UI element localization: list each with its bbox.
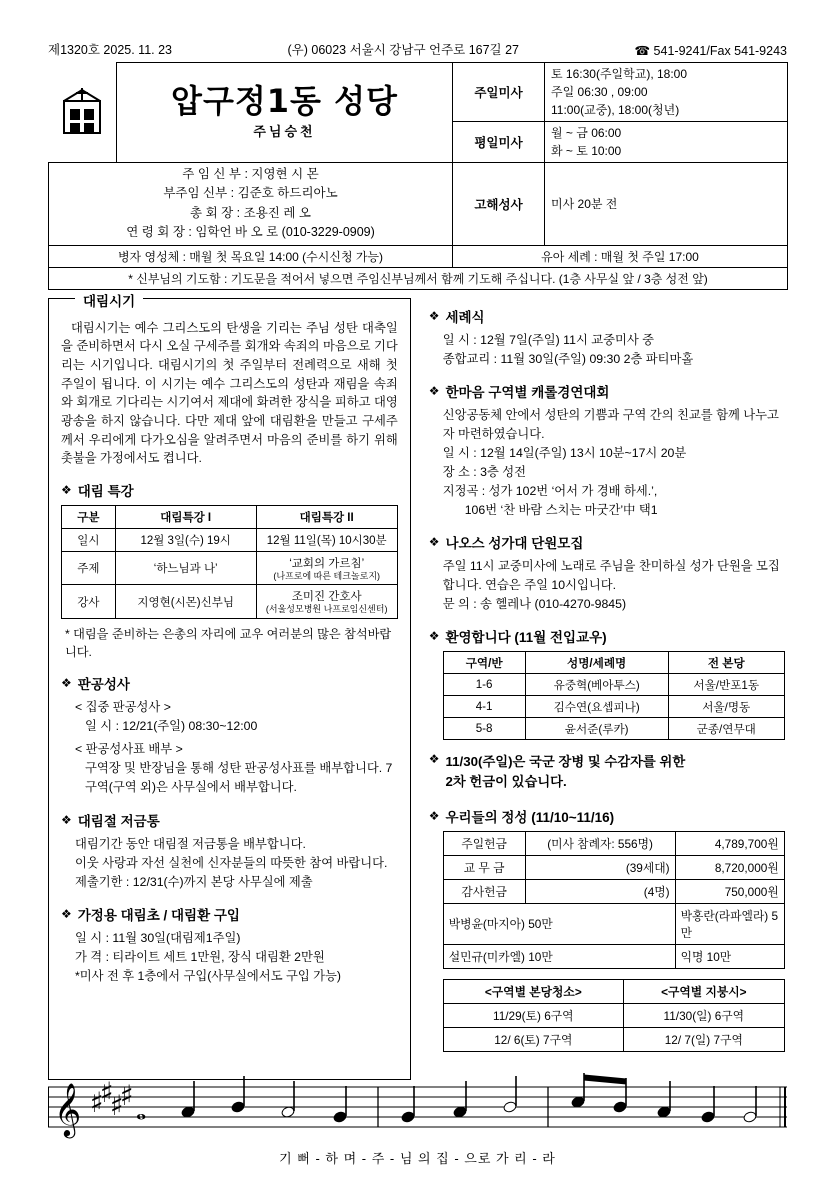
advent-bank-block	[61, 835, 398, 892]
section-baptism	[429, 306, 785, 326]
second-collection-text	[445, 752, 685, 792]
second-collection-line-1: 11/30(주일)은 국군 장병 및 수감자를 위한	[445, 754, 686, 770]
choir-desc: 주일 11시 교중미사에 노래로 주님을 찬미하실 성가 단원을 모집합니다. 연습은 주일 10시입니다.	[442, 558, 780, 592]
offerings-table	[443, 831, 785, 969]
svg-text:♯: ♯	[100, 1076, 114, 1109]
staff-pastor: 주 임 신 부 : 지영현 시 몬	[182, 167, 319, 181]
music-lyrics: 기 뻐 - 하 며 - 주 - 님 의 집 - 으로 가 리 - 라	[279, 1151, 556, 1166]
section-title: 한마음 구역별 캐롤경연대회	[445, 384, 610, 400]
cell-value: 11/29(토) 6구역	[443, 1003, 623, 1027]
svg-text:♯: ♯	[120, 1079, 134, 1112]
table-row	[443, 831, 784, 855]
cell-value: 5-8	[443, 718, 525, 740]
cell-value: 1-6	[443, 674, 525, 696]
section-confession	[61, 673, 398, 693]
staff-list	[49, 163, 453, 246]
advent-candle-line-2: 가 격 : 티라이트 세트 1만원, 장식 대림환 2만원	[75, 949, 325, 964]
cell-detail: (미사 참례자: 556명)	[525, 831, 675, 855]
baptism-line-2: 종합교리 : 11월 30일(주일) 09:30 2층 파티마홀	[442, 351, 694, 366]
cell-amount: 4,789,700원	[675, 831, 784, 855]
col-head-2: 전 본당	[668, 652, 784, 674]
table-row	[443, 855, 784, 879]
carol-song-2: 106번 ‘찬 바람 스치는 마굿간’中 택1	[464, 502, 658, 517]
advent-legend: 대림시기	[75, 290, 143, 310]
cell-label: 주일헌금	[443, 831, 525, 855]
weekday-mass-line-2: 화 ~ 토 10:00	[551, 144, 622, 158]
choir-contact: 문 의 : 송 헬레나 (010-4270-9845)	[442, 596, 627, 611]
section-advent-candle	[61, 904, 398, 924]
confession-label: 고해성사	[453, 163, 545, 246]
prayer-box-row: * 신부님의 기도함 : 기도문을 적어서 넣으면 주임신부님께서 함께 기도해 주십니다. (1층 사무실 앞 / 3층 성전 앞)	[49, 267, 788, 289]
section-advent-bank	[61, 810, 398, 830]
confession-ticket-desc: 구역장 및 반장님을 통해 성탄 판공성사표를 배부합니다. 7구역(구역 외)은 사무실에서 배부합니다.	[85, 761, 393, 795]
right-column	[425, 298, 787, 1080]
weekday-mass-times	[545, 122, 788, 163]
sunday-mass-line-3: 11:00(교중), 18:00(청년)	[551, 103, 680, 117]
table-row	[443, 718, 784, 740]
col-head-0: 구역/반	[443, 652, 525, 674]
baptism-line-1: 일 시 : 12월 7일(주일) 11시 교중미사 중	[442, 332, 655, 347]
cell-value: 11/30(일) 6구역	[623, 1003, 784, 1027]
col-head-1: <구역별 지붕시>	[623, 979, 784, 1003]
diamond-icon: ❖	[428, 808, 440, 823]
col-head-2: 대림특강 II	[256, 506, 397, 529]
cell-label: 교 무 금	[443, 855, 525, 879]
cell-value: 군종/연무대	[668, 718, 784, 740]
table-row	[443, 879, 784, 903]
svg-text:♯: ♯	[90, 1086, 104, 1119]
diamond-icon: ❖	[428, 383, 440, 398]
table-row	[62, 585, 398, 618]
section-title: 대림절 저금통	[77, 813, 160, 829]
svg-text:𝄞: 𝄞	[54, 1082, 82, 1136]
advent-lecture-table	[61, 505, 398, 619]
table-row	[443, 903, 784, 944]
infant-baptism-row: 유아 세례 : 매월 첫 주일 17:00	[453, 245, 788, 267]
donor-name: 설민규(미카엘) 10만	[443, 944, 675, 968]
table-row	[62, 529, 398, 552]
cell-amount: 750,000원	[675, 879, 784, 903]
table-row	[62, 552, 398, 585]
section-title: 세례식	[445, 309, 485, 325]
second-collection-line-2: 2차 헌금이 있습니다.	[445, 773, 567, 789]
cell-label: 일시	[62, 529, 116, 552]
section-choir-recruit	[429, 532, 785, 552]
choir-recruit-block	[429, 557, 785, 614]
issue-number: 제1320호 2025. 11. 23	[48, 43, 173, 57]
cell-label: 주제	[62, 552, 116, 585]
col-head-0: 구분	[62, 506, 116, 529]
carol-contest-block	[429, 406, 785, 520]
cell-value: 김수연(요셉피나)	[525, 696, 668, 718]
church-subtitle: 주님승천	[253, 123, 316, 139]
section-title: 나오스 성가대 단원모집	[445, 535, 584, 551]
col-head-1: 대림특강 I	[115, 506, 256, 529]
cell-value: 12/ 6(토) 7구역	[443, 1027, 623, 1051]
church-name: 압구정1동 성당	[171, 82, 398, 121]
advent-bank-line-2: 이웃 사랑과 자선 실천에 신자분들의 따뜻한 참여 바랍니다.	[75, 855, 388, 870]
cell-value: 지영현(시몬)신부님	[115, 585, 256, 618]
confession-block	[61, 698, 398, 797]
carol-place: 장 소 : 3층 성전	[442, 464, 527, 479]
svg-text:𝅝: 𝅝	[136, 1096, 147, 1126]
diamond-icon: ❖	[61, 676, 72, 691]
cell-value: 유중혁(베아투스)	[525, 674, 668, 696]
cell-value: 서울/반포1동	[668, 674, 784, 696]
section-advent-lecture	[61, 480, 398, 500]
cell-value: 서울/명동	[668, 696, 784, 718]
section-title: 가정용 대림초 / 대림환 구입	[77, 907, 240, 923]
advent-lecture-note: * 대림을 준비하는 은총의 자리에 교우 여러분의 많은 참석바랍니다.	[65, 626, 392, 659]
section-title: 대림 특강	[77, 484, 134, 499]
sunday-mass-label: 주일미사	[453, 63, 545, 122]
svg-text:♯: ♯	[110, 1089, 124, 1122]
carol-desc: 신앙공동체 안에서 성탄의 기쁨과 구역 간의 친교를 함께 나누고자 마련하였습니다.	[442, 407, 779, 441]
church-title-cell	[117, 63, 453, 163]
confession-intensive-time: 일 시 : 12/21(주일) 08:30~12:00	[85, 719, 258, 734]
baptism-block	[429, 331, 785, 369]
cell-amount: 8,720,000원	[675, 855, 784, 879]
cell-value: 4-1	[443, 696, 525, 718]
col-head-1: 성명/세례명	[525, 652, 668, 674]
advent-candle-line-3: *미사 전 후 1층에서 구입(사무실에서도 구입 가능)	[75, 968, 342, 983]
weekday-mass-label: 평일미사	[453, 122, 545, 163]
donor-name: 박병윤(마지아) 50만	[443, 903, 675, 944]
weekday-mass-line-1: 월 ~ 금 06:00	[551, 126, 622, 140]
church-logo-cell	[49, 63, 117, 163]
table-row	[443, 944, 784, 968]
diamond-icon: ❖	[428, 534, 440, 549]
cell-label: 강사	[62, 585, 116, 618]
section-title: 우리들의 정성 (11/10~11/16)	[445, 809, 615, 825]
diamond-icon: ❖	[61, 483, 72, 497]
col-head-0: <구역별 본당청소>	[443, 979, 623, 1003]
section-carol-contest	[429, 381, 785, 401]
cell-value: 12월 11일(목) 10시30분	[256, 529, 397, 552]
sunday-mass-line-1: 토 16:30(주일학교), 18:00	[551, 67, 688, 81]
cell-value: 윤서준(루카)	[525, 718, 668, 740]
masthead-table	[48, 62, 788, 290]
church-logo-icon	[60, 87, 104, 135]
cell-value: ‘하느님과 나’	[115, 552, 256, 585]
advent-bank-line-3: 제출기한 : 12/31(수)까지 본당 사무실에 제출	[75, 874, 313, 889]
carol-time: 일 시 : 12월 14일(주일) 13시 10분~17시 20분	[442, 445, 687, 460]
bulletin-body	[48, 293, 787, 1080]
left-column	[48, 293, 411, 1080]
church-phone: ☎ 541-9241/Fax 541-9243	[634, 44, 787, 58]
cell-value: 조미진 간호사 (서울성모병원 나프로임신센터)	[256, 585, 397, 618]
diamond-icon: ❖	[61, 906, 72, 921]
diamond-icon: ❖	[428, 629, 440, 644]
section-title: 환영합니다 (11월 전입교우)	[445, 630, 607, 646]
staff-chief: 총 회 장 : 조용진 레 오	[190, 205, 311, 220]
table-row	[443, 674, 784, 696]
duty-table	[443, 979, 785, 1052]
sunday-mass-times	[545, 63, 788, 122]
donor-name: 익명 10만	[675, 944, 784, 968]
church-address: (우) 06023 서울시 강남구 언주로 167길 27	[287, 43, 520, 57]
cell-value: 12월 3일(수) 19시	[115, 529, 256, 552]
diamond-icon: ❖	[61, 812, 72, 827]
advent-bank-line-1: 대림기간 동안 대림절 저금통을 배부합니다.	[75, 836, 306, 851]
table-row	[443, 1003, 784, 1027]
diamond-icon: ❖	[428, 308, 440, 323]
carol-song-1: 지정곡 : 성가 102번 ‘어서 가 경배 하세.’,	[442, 483, 658, 498]
confession-intensive-head: < 집중 판공성사 >	[75, 700, 171, 715]
diamond-icon: ❖	[428, 752, 440, 767]
cell-detail: (39세대)	[525, 855, 675, 879]
cell-detail: (4명)	[525, 879, 675, 903]
section-title: 판공성사	[77, 677, 130, 693]
staff-memorial-chief: 연 령 회 장 : 임학언 바 오 로 (010-3229-0909)	[126, 225, 375, 240]
donor-name: 박홍란(라파엘라) 5만	[675, 903, 784, 944]
header-line	[48, 40, 787, 62]
cell-value: ‘교회의 가르침’ (나프로에 따른 테크놀로지)	[256, 552, 397, 585]
cell-label: 감사헌금	[443, 879, 525, 903]
confession-times: 미사 20분 전	[545, 163, 788, 246]
table-row	[443, 1027, 784, 1051]
cell-value: 12/ 7(일) 7구역	[623, 1027, 784, 1051]
welcome-table	[443, 651, 785, 740]
sunday-mass-line-2: 주일 06:30 , 09:00	[551, 85, 648, 99]
sick-communion-row: 병자 영성체 : 매월 첫 목요일 14:00 (수시신청 가능)	[49, 245, 453, 267]
staff-assistant-pastor: 부주임 신부 : 김준호 하드리아노	[163, 186, 338, 201]
section-welcome	[429, 626, 785, 646]
table-row	[443, 696, 784, 718]
advent-candle-block	[61, 929, 398, 986]
section-second-collection	[429, 752, 785, 792]
confession-ticket-head: < 판공성사표 배부 >	[75, 742, 183, 757]
advent-candle-line-1: 일 시 : 11월 30일(대림제1주일)	[75, 930, 241, 945]
advent-paragraph: 대림시기는 예수 그리스도의 탄생을 기리는 주님 성탄 대축일을 준비하면서 다시 오실 구세주를 회개와 속죄의 마음으로 기다리는 시기입니다. 대림시기의 첫 주일부터 전례력으로 새해 첫 주일이 됩니다. 이 시기는 예수 그리스도의 성탄과 재림을 속죄와 회개로 기다리는 시기여서 제대에 화려한 장식을 피하고 대영광송을 하지 않습니다. 다만 제대 앞에 대림환을 만들고 구세주께서 우리에게 다가오심을 알려주면서 마음의 준비를 하기 위해 촛불을 가정에서도 켭니다.	[61, 320, 398, 466]
section-offerings	[429, 806, 785, 826]
